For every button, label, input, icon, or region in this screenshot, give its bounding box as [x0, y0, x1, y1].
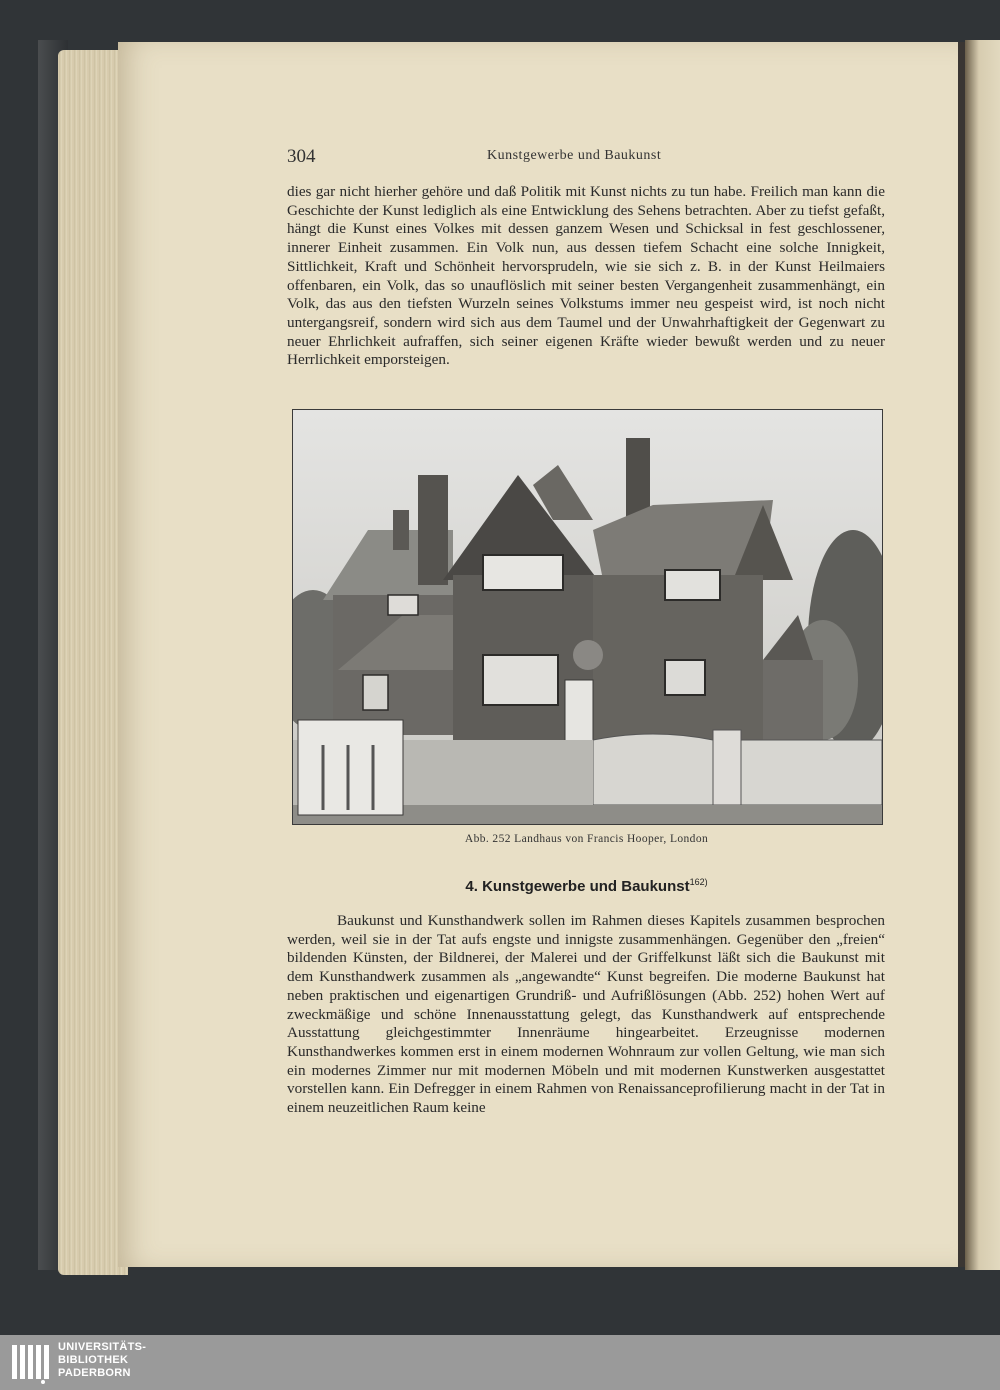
section-heading-text: 4. Kunstgewerbe und Baukunst	[465, 878, 690, 895]
library-name-line-3: PADERBORN	[58, 1367, 131, 1379]
next-page-edge	[965, 40, 1000, 1270]
library-logo-icon	[10, 1343, 50, 1385]
running-title: Kunstgewerbe und Baukunst	[487, 148, 662, 163]
body-paragraph-1: dies gar nicht hierher gehöre und daß Politik mit Kunst nichts zu tun habe. Freilich man kann die Geschichte der Kunst lediglich als eine Entwicklung des Sehens betrachten. Aber zu tiefst gefaßt, hängt die Kunst eines Volkes mit dessen ganzem Wesen und Schicksal in fest geschlossener, innerer Einheit zusammen. Ein Volk nun, aus dessen tiefem Schacht eine solche Innigkeit, Sittlichkeit, Kraft und Schönheit hervorsprudeln, wie sie sich z. B. in der Kunst Heilmaiers offenbaren, ein Volk, das so unauflöslich mit seiner besten Vergangenheit zusammenhängt, ein Volk, das aus den tiefsten Wurzeln seines Volkstums immer neu gespeist wird, ist noch nicht untergangsreif, sondern wird sich aus dem Taumel und der Unwahrhaftigkeit der Gegenwart zu neuer Ehrlichkeit aufraffen, sich seiner eigenen Kräfte wieder bewußt werden und zu neuer Herrlichkeit emporsteigen.	[287, 183, 885, 369]
section-heading	[292, 877, 881, 895]
footnote-ref: 162)	[689, 877, 708, 887]
body-paragraph-2: Baukunst und Kunsthandwerk sollen im Rahmen dieses Kapitels zusammen besprochen werden, weil sie in der Tat aufs engste und innigste zusammenhängen. Gegenüber den „freien“ bildenden Künsten, der Bildnerei, der Malerei und der Griffelkunst läßt sich die Baukunst mit dem Kunsthandwerk zusammen als „angewandte“ Kunst begreifen. Die moderne Baukunst hat neben praktischen und eigenartigen Grundriß- und Aufrißlösungen (Abb. 252) hohen Wert auf zweckmäßige und schöne Innenausstattung gelegt, das Kunsthandwerk auf entsprechende Ausstattung gleichgestimmter Innenräume hingearbeitet. Erzeugnisse modernen Kunsthandwerkes kommen erst in einem modernen Wohnraum zur vollen Geltung, wie man sich ein modernes Zimmer nur mit modernen Möbeln und mit modernen Kunstwerken ausgestattet vorstellen kann. Ein Defregger in einem Rahmen von Renaissanceprofilierung macht in der Tat in einem neuzeitlichen Raum keine	[287, 912, 885, 1117]
page-number: 304	[287, 146, 316, 167]
library-footer	[0, 1335, 1000, 1390]
library-name	[58, 1341, 146, 1380]
library-name-line-2: BIBLIOTHEK	[58, 1354, 129, 1366]
running-head	[287, 146, 885, 168]
figure-caption: Abb. 252 Landhaus von Francis Hooper, London	[464, 833, 709, 845]
house-illustration	[293, 410, 882, 824]
library-name-line-1: UNIVERSITÄTS-	[58, 1341, 147, 1353]
house-photograph	[292, 409, 883, 825]
